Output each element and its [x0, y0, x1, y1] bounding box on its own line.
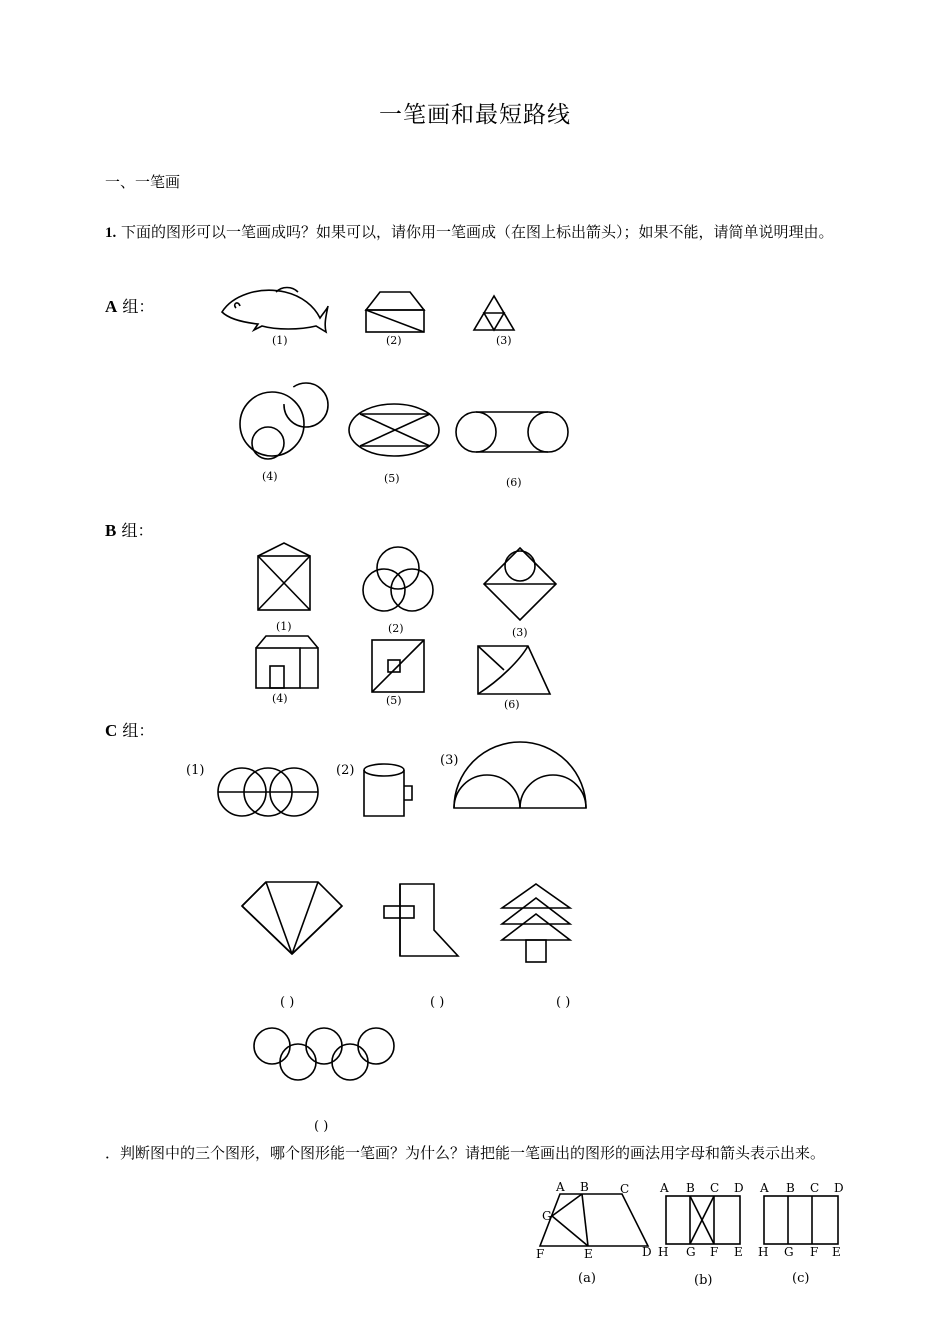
figure-c6-tree — [502, 884, 570, 962]
point-label: A — [556, 1180, 565, 1194]
b-label: (4) — [272, 692, 288, 705]
point-label: G — [542, 1209, 552, 1223]
figure-a2-house-diagonal — [366, 292, 424, 332]
c-label: (1) — [186, 763, 205, 778]
b-label: (6) — [504, 698, 520, 711]
a-label: (2) — [386, 334, 402, 347]
point-label: H — [758, 1245, 769, 1259]
figure-b5-square-diagonal — [372, 640, 424, 692]
section-heading: 一、一笔画 — [105, 173, 181, 191]
point-label: E — [734, 1245, 743, 1259]
figure-c3-semicircles — [454, 742, 586, 808]
answer-blank: ( ) — [314, 1119, 329, 1134]
point-label: G — [686, 1245, 696, 1259]
point-label: D — [834, 1181, 844, 1195]
question-1-text: 下面的图形可以一笔画成吗？如果可以，请你用一笔画成（在图上标出箭头）；如果不能，请简单说明理由。 — [121, 223, 834, 241]
figure-c1-three-circles-line — [218, 768, 318, 816]
point-label: F — [710, 1245, 719, 1259]
figure-a5-ellipse — [349, 404, 439, 456]
point-label: E — [832, 1245, 841, 1259]
b-label: (1) — [276, 620, 292, 633]
a-label: (5) — [384, 472, 400, 485]
point-label: B — [580, 1180, 589, 1194]
figure-b1-house-x — [258, 543, 310, 610]
point-label: E — [584, 1247, 593, 1261]
figure-a6-two-circles — [456, 412, 568, 452]
figure-a1-dolphin — [222, 288, 328, 333]
point-label: B — [686, 1181, 695, 1195]
point-label: A — [660, 1181, 669, 1195]
figure-b2-three-circles — [363, 547, 433, 611]
point-label: G — [784, 1245, 794, 1259]
c-label: (3) — [440, 753, 459, 768]
a-label: (6) — [506, 476, 522, 489]
group-a-label: A 组： — [105, 297, 155, 316]
b-label: (5) — [386, 694, 402, 707]
point-label: F — [536, 1247, 545, 1261]
figure-c5-shape — [384, 884, 458, 956]
point-label: F — [810, 1245, 819, 1259]
figure-b3-diamond-circle — [484, 548, 556, 620]
c-label: (2) — [336, 763, 355, 778]
a-label: (1) — [272, 334, 288, 347]
b-label: (2) — [388, 622, 404, 635]
figure-b4-house-3d — [256, 636, 318, 688]
a-label: (3) — [496, 334, 512, 347]
point-label: H — [658, 1245, 669, 1259]
question-2: ．判断图中的三个图形，哪个图形能一笔画？为什么？请把能一笔画出的图形的画法用字母和箭头表示出来。 — [105, 1144, 826, 1162]
answer-blank: ( ) — [430, 995, 445, 1010]
point-label: B — [786, 1181, 795, 1195]
figure-a3-triangle — [474, 296, 514, 330]
figure-b6-triangle-square — [478, 646, 550, 694]
group-b-label: B 组： — [105, 521, 154, 540]
q2-figure-c — [764, 1196, 838, 1244]
question-number: 1. — [105, 225, 117, 241]
figure-caption: (b) — [694, 1273, 713, 1288]
figure-caption: (c) — [792, 1271, 810, 1286]
b-label: (3) — [512, 626, 528, 639]
point-label: D — [642, 1245, 652, 1259]
point-label: A — [760, 1181, 769, 1195]
answer-blank: ( ) — [556, 995, 571, 1010]
point-label: D — [734, 1181, 744, 1195]
figure-c4-diamond — [242, 882, 342, 954]
point-label: C — [810, 1181, 820, 1195]
point-label: C — [620, 1182, 630, 1196]
figure-c7-rings — [254, 1028, 394, 1080]
page-title: 一笔画和最短路线 — [379, 102, 571, 128]
group-c-label: C 组： — [105, 721, 155, 740]
q2-figure-b — [666, 1196, 740, 1244]
answer-blank: ( ) — [280, 995, 295, 1010]
figure-caption: (a) — [578, 1271, 596, 1286]
figure-a4-circles — [240, 383, 328, 459]
point-label: C — [710, 1181, 720, 1195]
a-label: (4) — [262, 470, 278, 483]
q2-figure-a — [540, 1194, 648, 1246]
figure-c2-cup — [364, 764, 412, 816]
